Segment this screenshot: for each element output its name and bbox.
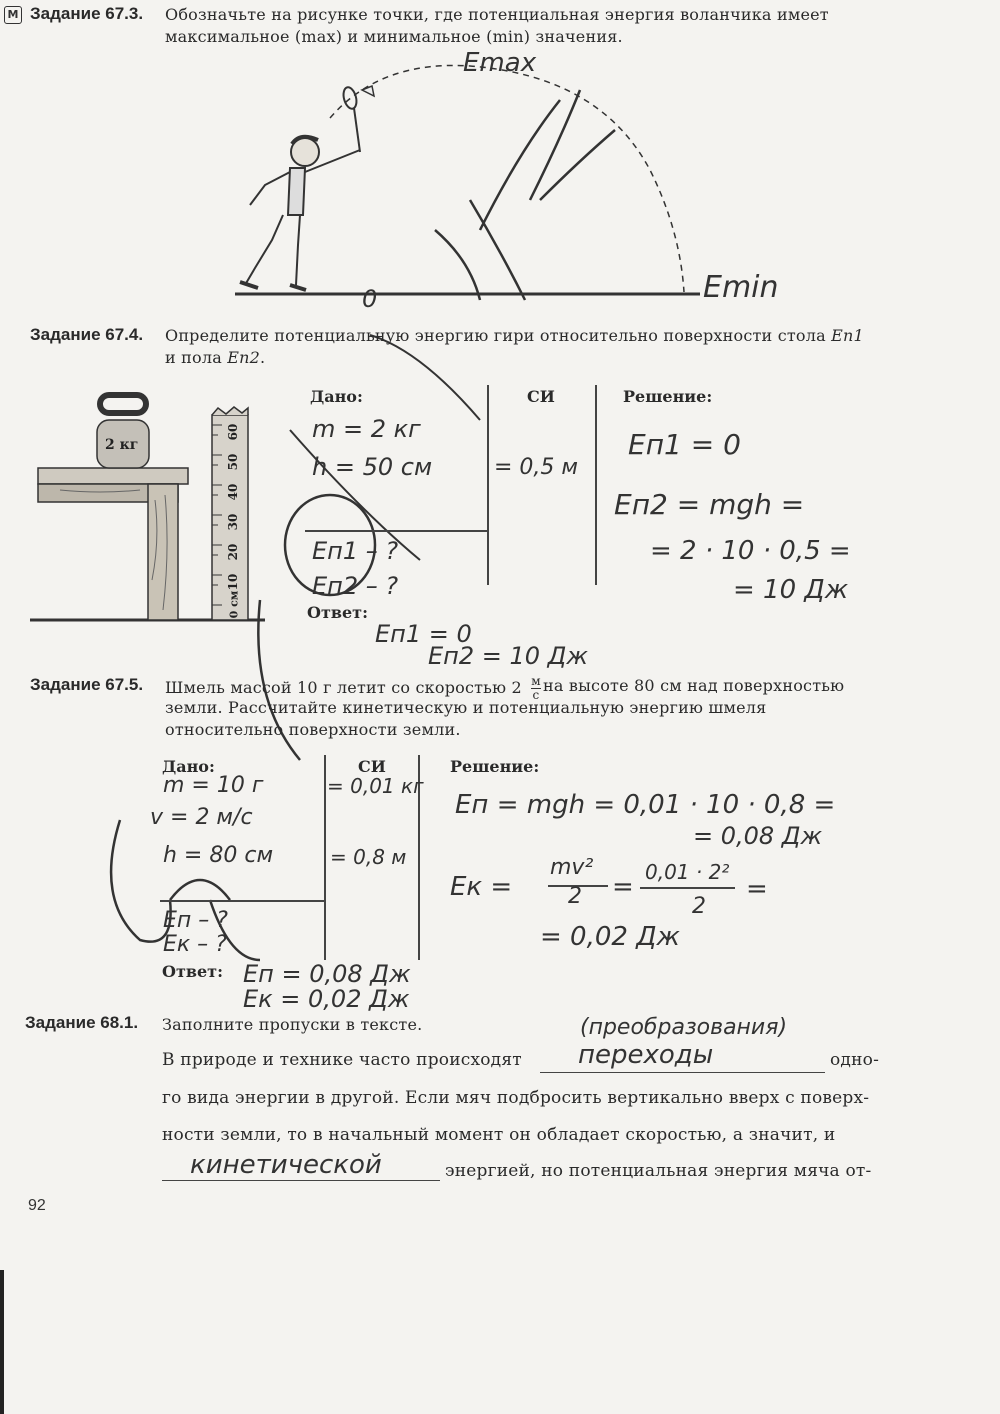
task-67-5-text-b: на высоте 80 см над поверхностью земли. Рассчитайте кинетическую и потенциальную энергию шмеля относительно поверхности земли. — [165, 676, 845, 739]
t675-solution-9: = — [746, 874, 768, 904]
ruler-label-20: 20 — [226, 543, 240, 561]
task-67-3-label: Задание 67.3. — [30, 4, 144, 23]
t674-given-head: Дано: — [310, 387, 363, 406]
t675-solution-2: = 0,08 Дж — [693, 822, 823, 850]
t675-find-line — [160, 900, 325, 902]
ruler-label-60: 60 — [226, 423, 240, 441]
t675-si-head: СИ — [358, 757, 386, 776]
t675-answer-head: Ответ: — [162, 962, 223, 981]
t674-find-1: Eп1 – ? — [312, 537, 399, 565]
task-67-3-text: Обозначьте на рисунке точки, где потенциальная энергия воланчика имеет максимальное (max) и минимальное (min) значения. — [165, 5, 829, 46]
hw-zero: 0 — [362, 285, 378, 313]
t675-divider-1 — [324, 755, 326, 960]
weight-label: 2 кг — [105, 437, 139, 453]
t675-solution-4: mv² — [550, 855, 594, 880]
t675-find-2: Eк – ? — [163, 932, 227, 957]
t674-solution-4: = 10 Дж — [733, 575, 849, 605]
weight-handle — [100, 395, 146, 413]
task-68-1-line-3: ности земли, то в начальный момент он обладает скоростью, а значит, и — [162, 1125, 836, 1145]
task-67-5-unit-num: м — [531, 674, 541, 688]
task-67-4-text-1: Определите потенциальную энергию гири относительно поверхности стола — [165, 326, 826, 345]
task-67-4-text-2: и пола — [165, 348, 222, 367]
ruler-label-30: 30 — [226, 513, 240, 531]
t675-given-head: Дано: — [162, 757, 215, 776]
t674-si-1: = 0,5 м — [494, 455, 579, 480]
ruler-label-50: 50 — [226, 453, 240, 471]
blank-2-text: кинетической — [190, 1150, 382, 1180]
scan-edge — [0, 1270, 4, 1414]
t674-solution-3: = 2 · 10 · 0,5 = — [650, 536, 851, 566]
t675-solution-1: Eп = mgh = 0,01 · 10 · 0,8 = — [455, 790, 836, 820]
task-68-1-line-1b: одно- — [830, 1050, 880, 1070]
blank-1-bottom: переходы — [578, 1040, 714, 1070]
t675-answer-1: Eп = 0,08 Дж — [243, 960, 411, 988]
t674-given-1: m = 2 кг — [312, 415, 421, 443]
task-67-4-sym-1: Eп1 — [831, 326, 864, 345]
t675-given-3: h = 80 см — [163, 843, 274, 868]
t674-answer-1: Eп1 = 0 — [375, 620, 472, 648]
table-leg — [148, 484, 178, 620]
t674-divider-1 — [487, 385, 489, 585]
t674-given-2: h = 50 см — [312, 453, 433, 481]
t675-find-1: Eп – ? — [163, 908, 228, 933]
task-67-5-text-a: Шмель массой 10 г летит со скоростью 2 — [165, 678, 522, 697]
t674-answer-head: Ответ: — [307, 603, 368, 622]
t674-divider-2 — [595, 385, 597, 585]
t674-solution-2: Eп2 = mgh = — [614, 488, 805, 521]
task-68-1-line-4: энергией, но потенциальная энергия мяча от- — [445, 1161, 872, 1181]
t674-find-line — [305, 530, 488, 532]
t675-solution-head: Решение: — [450, 757, 540, 776]
t674-solution-1: Eп1 = 0 — [628, 428, 741, 461]
t675-si-2: = 0,8 м — [330, 845, 407, 869]
task-67-5-label: Задание 67.5. — [30, 675, 144, 694]
ruler-label-10: 10 — [226, 573, 240, 591]
task-67-4-sym-2: Eп2 — [227, 348, 261, 367]
task-68-1-intro: Заполните пропуски в тексте. — [162, 1015, 423, 1034]
t674-answer-2: Eп2 = 10 Дж — [428, 642, 589, 670]
table-top — [38, 468, 188, 484]
t675-frac-line-2 — [640, 887, 735, 889]
t675-given-2: v = 2 м/с — [150, 805, 253, 830]
blank-1-line — [540, 1072, 825, 1073]
section-badge: M — [4, 6, 22, 24]
hw-emin: Emin — [703, 270, 779, 305]
t675-solution-8: 2 — [692, 894, 706, 919]
t674-find-2: Eп2 – ? — [312, 572, 399, 600]
blank-1-top: (преобразования) — [580, 1015, 788, 1040]
ruler-label-40: 40 — [226, 483, 240, 501]
t675-answer-2: Eк = 0,02 Дж — [243, 985, 410, 1013]
t675-solution-10: = 0,02 Дж — [540, 922, 680, 952]
t675-solution-5: 2 — [568, 884, 582, 909]
task-68-1-line-1a: В природе и технике часто происходят — [162, 1050, 522, 1070]
ruler-label-0: 0 см — [227, 590, 241, 619]
t675-solution-7: 0,01 · 2² — [645, 860, 730, 884]
hw-emax: Emax — [463, 48, 537, 78]
task-68-1-line-2: го вида энергии в другой. Если мяч подбросить вертикально вверх с поверх- — [162, 1088, 870, 1108]
t674-solution-head: Решение: — [623, 387, 713, 406]
task-67-4-label: Задание 67.4. — [30, 325, 144, 344]
t675-given-1: m = 10 г — [163, 773, 264, 798]
t674-si-head: СИ — [527, 387, 555, 406]
task-67-5-unit-den: с — [532, 688, 540, 702]
task-68-1-label: Задание 68.1. — [25, 1013, 139, 1032]
page-number: 92 — [28, 1197, 46, 1214]
t675-solution-6: = — [612, 872, 634, 902]
t675-solution-3: Eк = — [450, 872, 513, 902]
task-67-4-text-end: . — [260, 348, 266, 367]
t675-si-1: = 0,01 кг — [327, 774, 424, 798]
blank-2-line — [162, 1180, 440, 1181]
